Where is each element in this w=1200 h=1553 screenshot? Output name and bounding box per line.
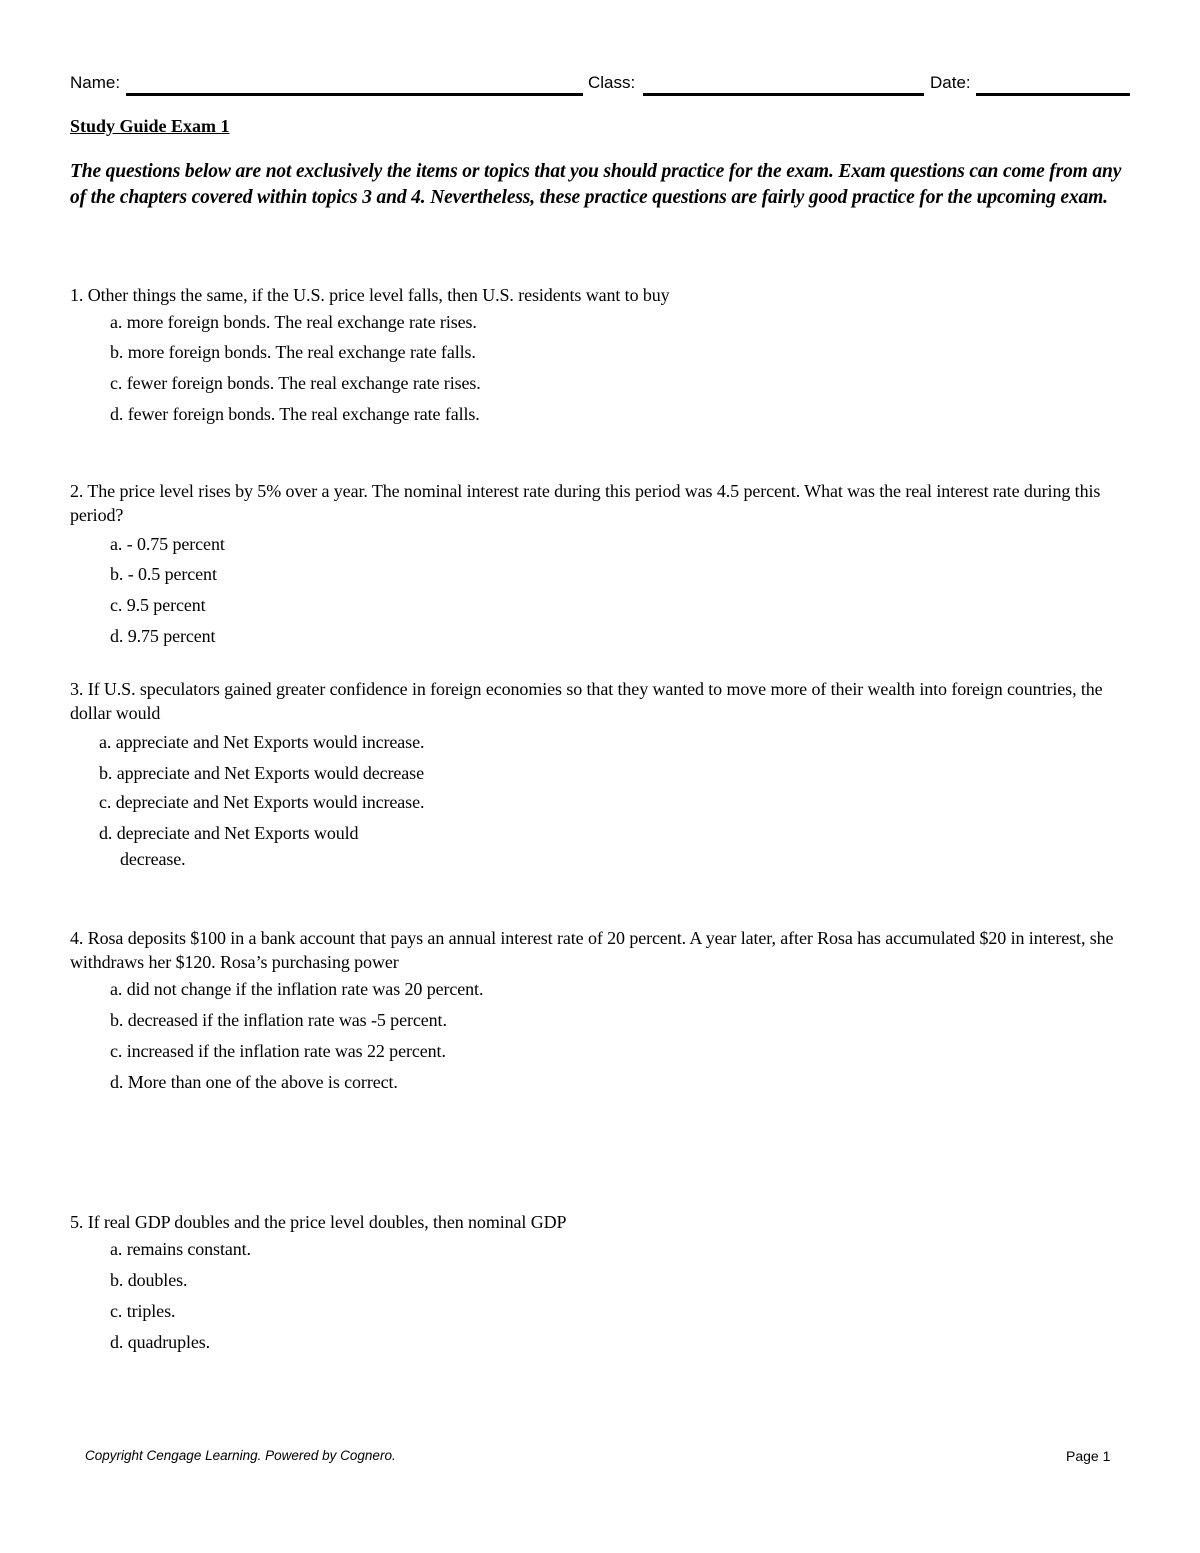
question-3-option-c: c. depreciate and Net Exports would increase.: [99, 792, 425, 812]
question-3-option-a: a. appreciate and Net Exports would increase.: [99, 732, 425, 752]
class-label: Class:: [588, 73, 636, 92]
question-1-option-d: d. fewer foreign bonds. The real exchange rate falls.: [110, 404, 480, 424]
question-2-option-b: b. - 0.5 percent: [110, 564, 217, 584]
question-2-stem: 2. The price level rises by 5% over a year. The nominal interest rate during this period was 4.5 percent. What was the real interest rate during this period?: [70, 481, 1101, 525]
question-4-option-d: d. More than one of the above is correct.: [110, 1072, 398, 1092]
question-4-option-a: a. did not change if the inflation rate was 20 percent.: [110, 979, 484, 999]
question-2-option-d: d. 9.75 percent: [110, 626, 216, 646]
date-label: Date:: [930, 73, 971, 92]
question-5-option-d: d. quadruples.: [110, 1332, 211, 1352]
question-4-option-b: b. decreased if the inflation rate was -5 percent.: [110, 1010, 447, 1030]
class-field-line[interactable]: [643, 93, 924, 96]
footer-page-number: Page 1: [1066, 1448, 1111, 1464]
question-1-stem: 1. Other things the same, if the U.S. price level falls, then U.S. residents want to buy: [70, 285, 670, 305]
question-4-stem: 4. Rosa deposits $100 in a bank account that pays an annual interest rate of 20 percent. A year later, after Rosa has accumulated $20 in interest, she withdraws her $120. Rosa’s purchasing power: [70, 928, 1114, 972]
question-3-stem: 3. If U.S. speculators gained greater confidence in foreign economies so that they wanted to move more of their wealth into foreign countries, the dollar would: [70, 679, 1103, 723]
date-field-line[interactable]: [976, 93, 1130, 96]
name-field-line[interactable]: [126, 93, 583, 96]
question-3-option-d-continued: decrease.: [120, 849, 186, 869]
header-fields: [70, 70, 1130, 98]
question-1-option-a: a. more foreign bonds. The real exchange rate rises.: [110, 312, 477, 332]
question-5-option-c: c. triples.: [110, 1301, 176, 1321]
question-3-option-d: d. depreciate and Net Exports would: [99, 823, 359, 843]
question-5-option-b: b. doubles.: [110, 1270, 188, 1290]
intro-paragraph: The questions below are not exclusively the items or topics that you should practice for the exam. Exam questions can come from any of the chapters covered within topics 3 and 4. Nevertheless, these practice questions are fairly good practice for the upcoming exam.: [70, 161, 1122, 208]
page-title: Study Guide Exam 1: [70, 116, 230, 136]
question-1-option-c: c. fewer foreign bonds. The real exchange rate rises.: [110, 373, 481, 393]
question-4-option-c: c. increased if the inflation rate was 22 percent.: [110, 1041, 446, 1061]
question-5-option-a: a. remains constant.: [110, 1239, 251, 1259]
footer-copyright: Copyright Cengage Learning. Powered by Cognero.: [85, 1448, 396, 1463]
question-5-stem: 5. If real GDP doubles and the price level doubles, then nominal GDP: [70, 1212, 567, 1232]
question-2-option-c: c. 9.5 percent: [110, 595, 206, 615]
name-label: Name:: [70, 73, 121, 92]
question-2-option-a: a. - 0.75 percent: [110, 534, 225, 554]
question-1-option-b: b. more foreign bonds. The real exchange rate falls.: [110, 342, 476, 362]
question-3-option-b: b. appreciate and Net Exports would decrease: [99, 763, 424, 783]
